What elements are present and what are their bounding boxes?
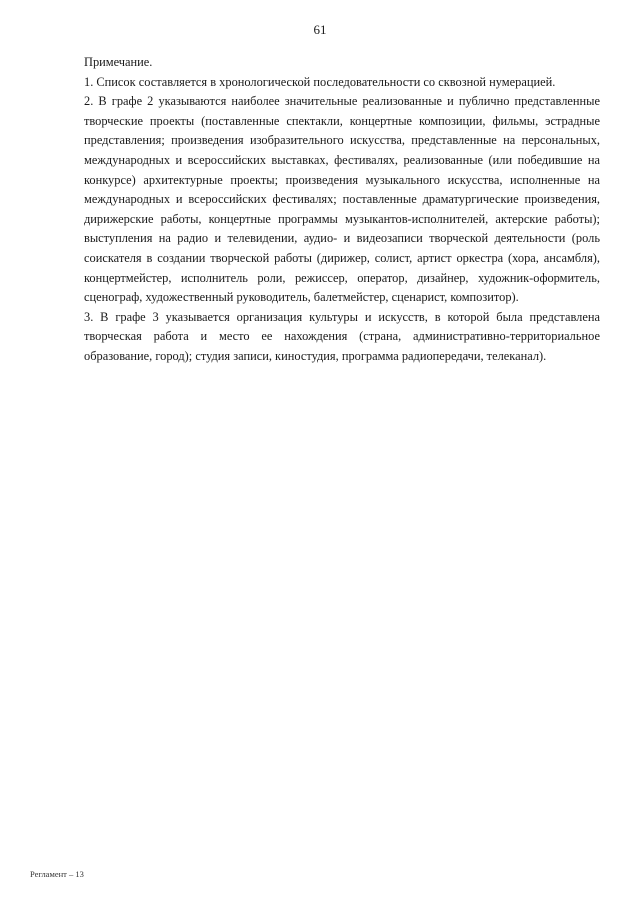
- note-item-2-line: выступления на радио и телевидении, аудио- и видеозаписи творческой деятельности (роль: [84, 231, 600, 246]
- note-item-3-line: творческая работа и место ее нахождения (страна, административно-территориальное: [84, 329, 600, 344]
- note-item-2-line: конкурсе) архитектурные проекты; произведения музыкального искусства, исполненные на: [84, 172, 600, 187]
- note-section: [84, 53, 600, 367]
- note-item-2-line: сценограф, художественный руководитель, балетмейстер, сценарист, композитор).: [84, 290, 519, 305]
- footer-regulation-label: Регламент – 13: [30, 869, 84, 879]
- note-item-2-line: дирижерские работы, концертные программы музыкантов-исполнителей, актерские работы);: [84, 211, 600, 226]
- note-item-3-line: образование, город); студия записи, киностудия, программа радиопередачи, телеканал).: [84, 348, 547, 363]
- note-item-1: [84, 73, 600, 93]
- note-item-2-line: международных и всероссийских выставках, фестивалях, реализованные (или победившие на: [84, 152, 600, 167]
- note-item-2: [84, 92, 600, 308]
- page-number: 61: [313, 22, 327, 37]
- note-item-3: [84, 308, 600, 367]
- note-item-2-line: соискателя в создании творческой работы (дирижер, солист, артист оркестра (хора, ансамбля),: [84, 250, 600, 265]
- note-item-3-line: 3. В графе 3 указывается организация культуры и искусств, в которой была представлена: [84, 309, 600, 324]
- note-item-2-line: международных и всероссийских фестивалях; поставленные драматургические произведения,: [84, 192, 600, 207]
- note-item-2-line: представления; произведения изобразительного искусства, представленные на персональных,: [84, 133, 600, 148]
- note-item-2-line: творческие проекты (поставленные спектакли, концертные композиции, фильмы, эстрадные: [84, 113, 600, 128]
- note-item-2-line: 2. В графе 2 указываются наиболее значительные реализованные и публично представленные: [84, 94, 600, 109]
- note-item-1-line: 1. Список составляется в хронологической последовательности со сквозной нумерацией.: [84, 74, 556, 89]
- note-heading: Примечание.: [84, 55, 153, 69]
- note-item-2-line: концертмейстер, исполнитель роли, режиссер, оператор, дизайнер, художник-оформитель,: [84, 270, 600, 285]
